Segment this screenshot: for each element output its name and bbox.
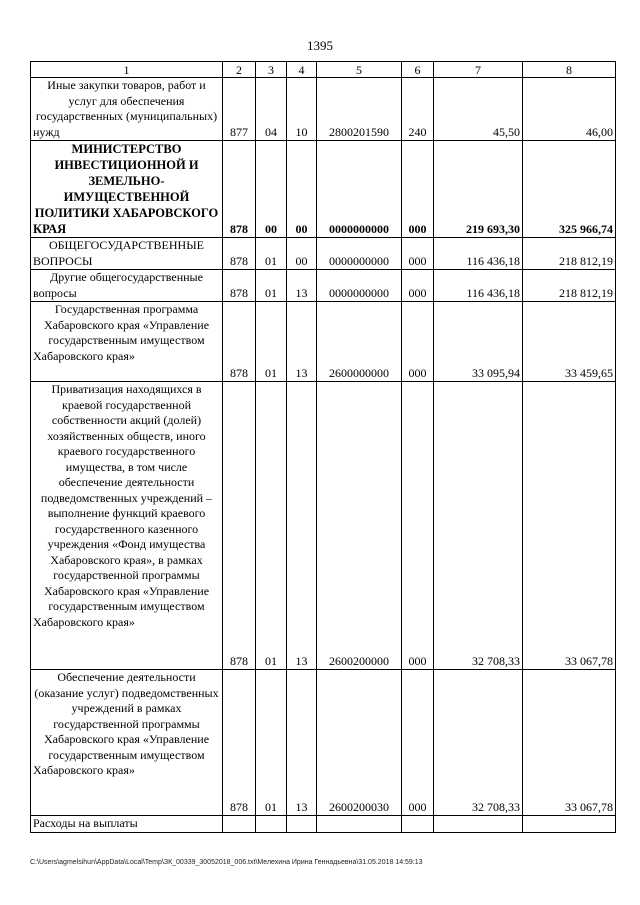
cell-col7: 33 095,94 (434, 302, 523, 382)
cell-col5: 2800201590 (317, 78, 402, 141)
cell-col7 (434, 816, 523, 833)
cell-col5: 2600200030 (317, 670, 402, 816)
table-row (31, 141, 616, 238)
cell-col3: 01 (256, 670, 287, 816)
row-description: МИНИСТЕРСТВО ИНВЕСТИЦИОННОЙ И ЗЕМЕЛЬНО-ИМУЩЕСТВЕННОЙ ПОЛИТИКИ ХАБАРОВСКОГО КРАЯ (31, 141, 223, 238)
cell-col6: 000 (402, 382, 434, 670)
cell-col7: 116 436,18 (434, 270, 523, 302)
cell-col6: 000 (402, 141, 434, 238)
header-cell: 2 (223, 62, 256, 78)
cell-col4 (287, 816, 317, 833)
cell-col2: 877 (223, 78, 256, 141)
cell-col5: 0000000000 (317, 270, 402, 302)
cell-col2: 878 (223, 141, 256, 238)
cell-col2: 878 (223, 302, 256, 382)
budget-table (30, 61, 616, 833)
header-cell: 8 (523, 62, 616, 78)
table-header-row (31, 62, 616, 78)
cell-col4: 13 (287, 302, 317, 382)
cell-col3 (256, 816, 287, 833)
cell-col5: 0000000000 (317, 141, 402, 238)
cell-col6: 000 (402, 670, 434, 816)
cell-col3: 01 (256, 382, 287, 670)
row-description: ОБЩЕГОСУДАРСТВЕННЫЕ ВОПРОСЫ (31, 238, 223, 270)
cell-col3: 00 (256, 141, 287, 238)
header-cell: 5 (317, 62, 402, 78)
table-row (31, 816, 616, 833)
table-row (31, 270, 616, 302)
cell-col7: 219 693,30 (434, 141, 523, 238)
cell-col6: 240 (402, 78, 434, 141)
table-row (31, 670, 616, 816)
cell-col4: 13 (287, 382, 317, 670)
cell-col6: 000 (402, 302, 434, 382)
cell-col2: 878 (223, 670, 256, 816)
row-description: Расходы на выплаты (31, 816, 223, 833)
cell-col2 (223, 816, 256, 833)
cell-col2: 878 (223, 238, 256, 270)
header-cell: 3 (256, 62, 287, 78)
cell-col6 (402, 816, 434, 833)
table-row (31, 238, 616, 270)
cell-col8: 325 966,74 (523, 141, 616, 238)
cell-col4: 10 (287, 78, 317, 141)
cell-col5 (317, 816, 402, 833)
cell-col8 (523, 816, 616, 833)
cell-col7: 116 436,18 (434, 238, 523, 270)
row-description: Другие общегосударственные вопросы (31, 270, 223, 302)
table-row (31, 382, 616, 670)
row-description: Иные закупки товаров, работ и услуг для обеспечения государственных (муниципальных) нужд (31, 78, 223, 141)
page-number: 1395 (307, 38, 333, 53)
cell-col8: 218 812,19 (523, 270, 616, 302)
table-row (31, 302, 616, 382)
cell-col2: 878 (223, 382, 256, 670)
cell-col3: 01 (256, 238, 287, 270)
cell-col8: 46,00 (523, 78, 616, 141)
cell-col7: 32 708,33 (434, 670, 523, 816)
cell-col8: 33 459,65 (523, 302, 616, 382)
row-description: Обеспечение деятельности (оказание услуг) подведомственных учреждений в рамках государственной программы Хабаровского края «Управление государственным имуществом Хабаровского края» (31, 670, 223, 816)
cell-col8: 33 067,78 (523, 670, 616, 816)
cell-col7: 45,50 (434, 78, 523, 141)
header-cell: 4 (287, 62, 317, 78)
cell-col4: 13 (287, 670, 317, 816)
header-cell: 1 (31, 62, 223, 78)
cell-col6: 000 (402, 270, 434, 302)
row-description: Государственная программа Хабаровского края «Управление государственным имуществом Хабаровского края» (31, 302, 223, 382)
cell-col2: 878 (223, 270, 256, 302)
header-cell: 6 (402, 62, 434, 78)
cell-col3: 01 (256, 270, 287, 302)
cell-col7: 32 708,33 (434, 382, 523, 670)
cell-col8: 33 067,78 (523, 382, 616, 670)
cell-col3: 01 (256, 302, 287, 382)
table-row (31, 78, 616, 141)
cell-col6: 000 (402, 238, 434, 270)
header-cell: 7 (434, 62, 523, 78)
cell-col5: 0000000000 (317, 238, 402, 270)
row-description: Приватизация находящихся в краевой государственной собственности акций (долей) хозяйственных обществ, иного краевого государственного имущества, в том числе обеспечение деятельности подведомственных учреждений – выполнение функций краевого государственного казенного учреждения «Фонд имущества Хабаровского края», в рамках государственной программы Хабаровского края «Управление государственным имуществом Хабаровского края» (31, 382, 223, 670)
cell-col4: 00 (287, 141, 317, 238)
cell-col3: 04 (256, 78, 287, 141)
file-path-footer: C:\Users\agmelsihun\AppData\Local\Temp\ЗК_00339_30052018_006.txt\Мелехина Ирина Геннадьевна\31.05.2018 14:59:13 (30, 859, 423, 866)
cell-col4: 00 (287, 238, 317, 270)
cell-col5: 2600200000 (317, 382, 402, 670)
cell-col8: 218 812,19 (523, 238, 616, 270)
cell-col4: 13 (287, 270, 317, 302)
cell-col5: 2600000000 (317, 302, 402, 382)
